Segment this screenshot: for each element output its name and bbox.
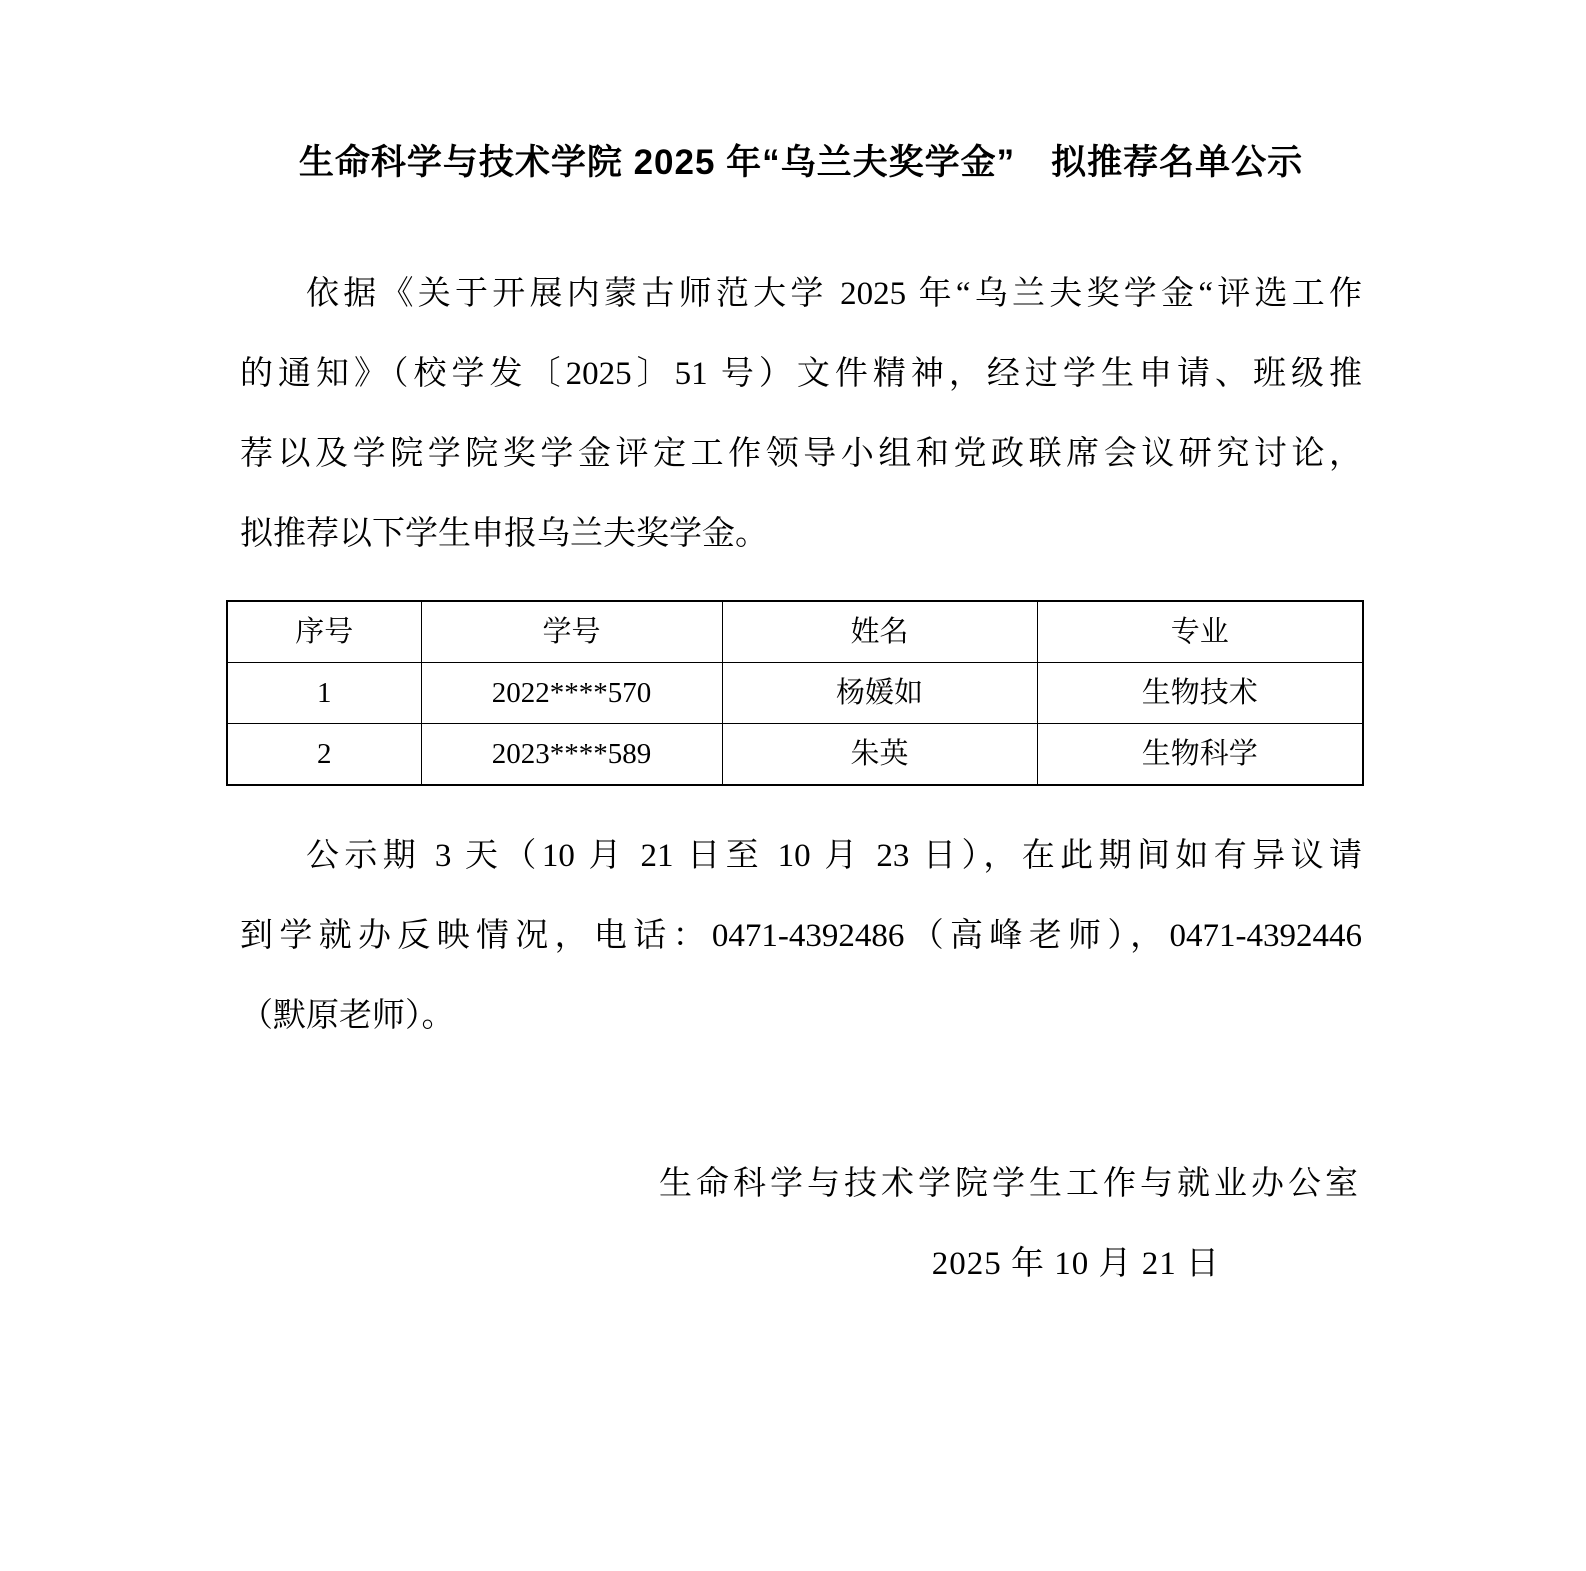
- announcement-document: [0, 142, 1586, 1304]
- paragraph-line: 到学就办反映情况，电话：0471-4392486（高峰老师），0471-4392446: [240, 918, 1362, 954]
- paragraph-line: 荐以及学院学院奖学金评定工作领导小组和党政联席会议研究讨论，: [240, 436, 1362, 472]
- cell-index: 1: [227, 663, 421, 724]
- table-row: [227, 663, 1363, 724]
- header-student-id: 学号: [421, 601, 722, 663]
- recommended-students-table: [226, 600, 1364, 786]
- cell-index: 2: [227, 724, 421, 786]
- header-name: 姓名: [722, 601, 1037, 663]
- paragraph-line: 拟推荐以下学生申报乌兰夫奖学金。: [240, 516, 768, 552]
- paragraph-line: 的通知》（校学发〔2025〕51 号）文件精神，经过学生申请、班级推: [240, 356, 1362, 392]
- cell-major: 生物科学: [1037, 724, 1363, 786]
- signature-block: [240, 1144, 1362, 1304]
- signature-office: 生命科学与技术学院学生工作与就业办公室: [659, 1166, 1362, 1202]
- cell-student-id: 2022****570: [421, 663, 722, 724]
- table-row: [227, 724, 1363, 786]
- intro-paragraph: [240, 254, 1362, 574]
- header-index: 序号: [227, 601, 421, 663]
- paragraph-line: 依据《关于开展内蒙古师范大学 2025 年“乌兰夫奖学金“评选工作: [306, 276, 1362, 312]
- table-header-row: [227, 601, 1363, 663]
- cell-major: 生物技术: [1037, 663, 1363, 724]
- header-major: 专业: [1037, 601, 1363, 663]
- cell-name: 杨媛如: [722, 663, 1037, 724]
- notice-period-paragraph: [240, 816, 1362, 1056]
- paragraph-line: （默原老师）。: [240, 998, 455, 1034]
- cell-name: 朱英: [722, 724, 1037, 786]
- cell-student-id: 2023****589: [421, 724, 722, 786]
- page-title: 生命科学与技术学院 2025 年“乌兰夫奖学金” 拟推荐名单公示: [298, 143, 1304, 182]
- signature-date: 2025 年 10 月 21 日: [931, 1246, 1220, 1282]
- paragraph-line: 公示期 3 天（10 月 21 日至 10 月 23 日），在此期间如有异议请: [306, 838, 1362, 874]
